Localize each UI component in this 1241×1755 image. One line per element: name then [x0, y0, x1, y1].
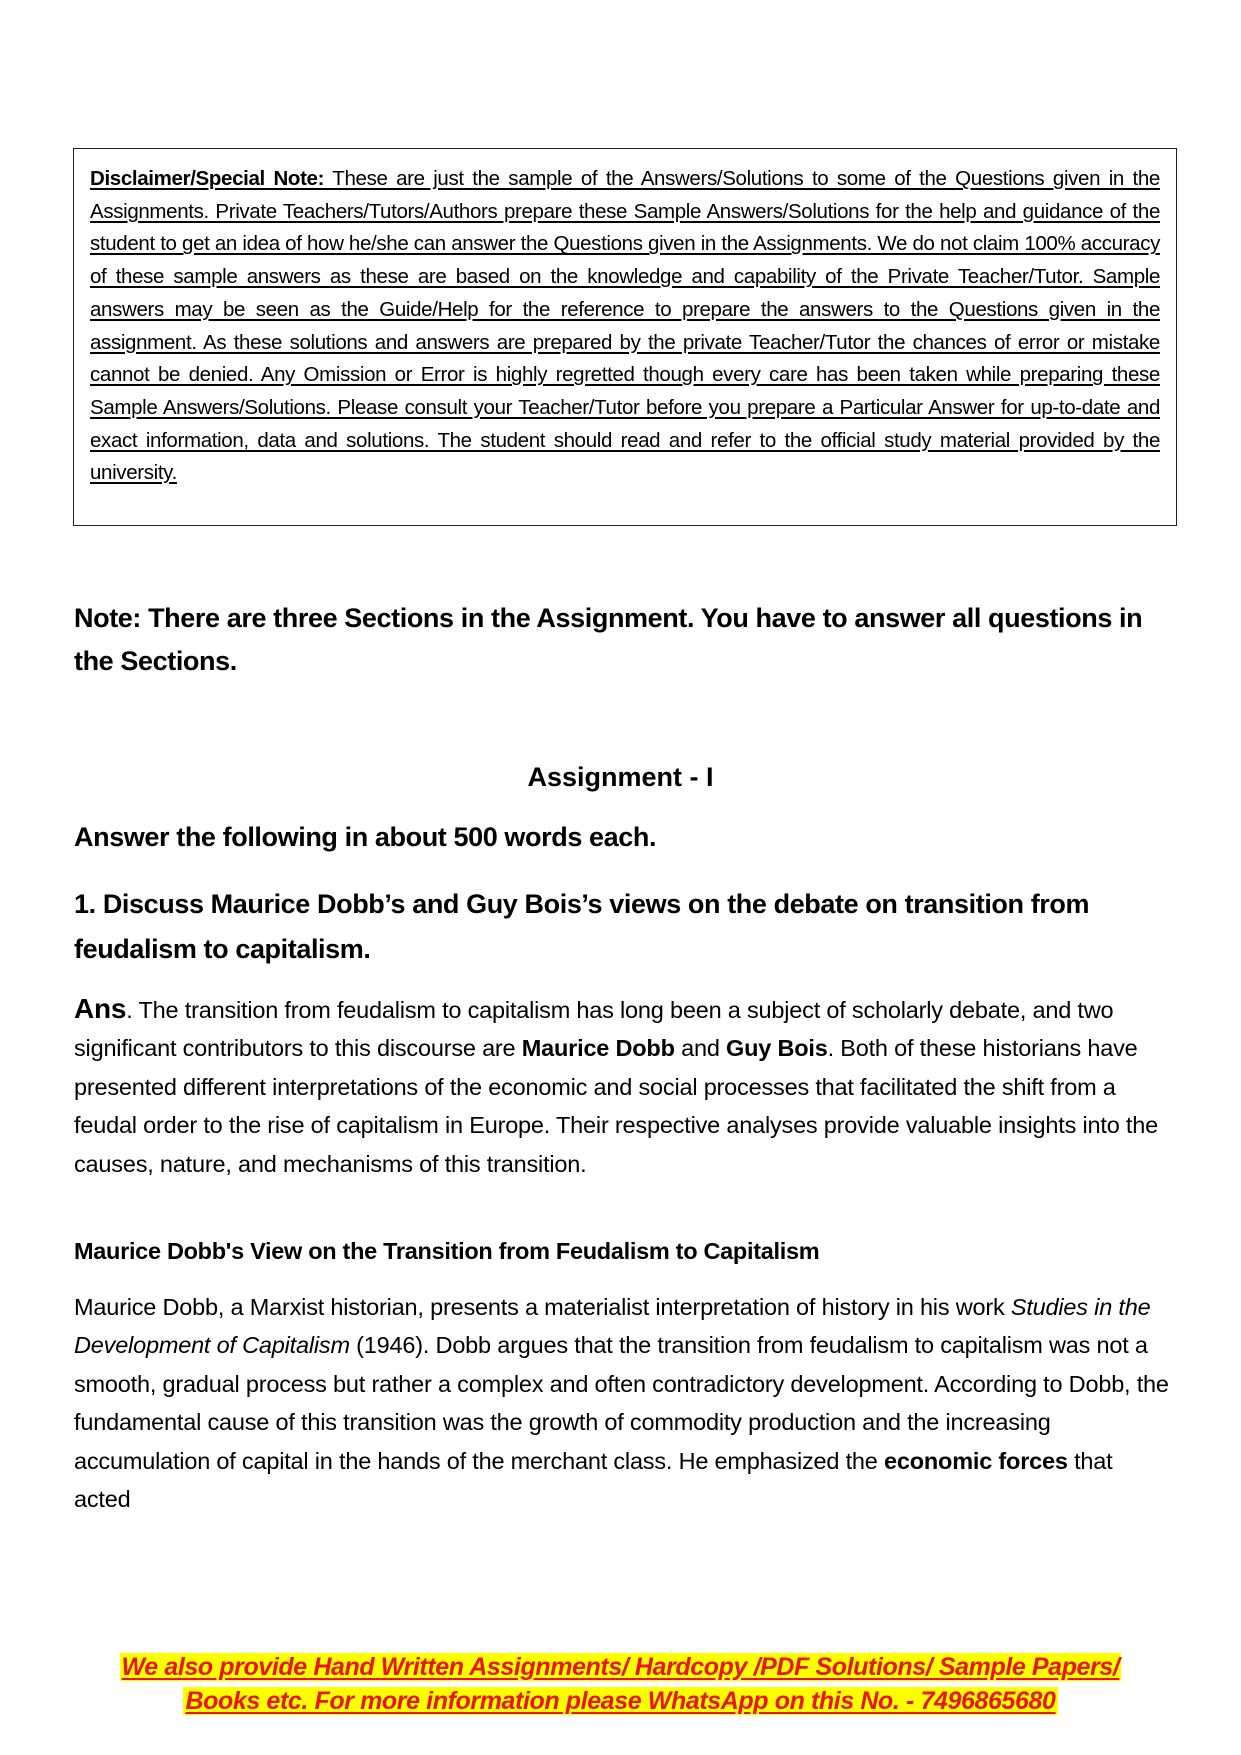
- question-1: 1. Discuss Maurice Dobb’s and Guy Bois’s views on the debate on transition from feudalism to capitalism.: [74, 889, 1090, 964]
- disclaimer-text: [90, 163, 1160, 490]
- disclaimer-box: [73, 148, 1177, 526]
- promo-line-2: Books etc. For more information please WhatsApp on this No. - 7496865680: [185, 1687, 1056, 1715]
- paragraph-text: that acted: [74, 1447, 1113, 1513]
- book-title: Studies in the Development of Capitalism: [74, 1294, 1151, 1359]
- dobb-section-heading: Maurice Dobb's View on the Transition from Feudalism to Capitalism: [74, 1238, 820, 1264]
- answer-intro-paragraph: [74, 990, 1174, 1183]
- name-guy-bois: Guy Bois: [726, 1035, 828, 1062]
- dobb-paragraph: [74, 1288, 1174, 1518]
- name-maurice-dobb: Maurice Dobb: [521, 1035, 675, 1062]
- answer-label: Ans: [74, 993, 127, 1024]
- assignment-title: Assignment - I: [527, 762, 714, 792]
- promo-line-1: We also provide Hand Written Assignments/ Hardcopy /PDF Solutions/ Sample Papers/: [121, 1653, 1120, 1681]
- disclaimer-body: These are just the sample of the Answers/Solutions to some of the Questions given in the Assignments. Private Teachers/Tutors/Authors prepare these Sample Answers/Solutions for the help and guidance of the student to get an idea of how he/she can answer the Questions given in the Assignments. We do not claim 100% accuracy of these sample answers as these are based on the knowledge and capability of the Private Teacher/Tutor. Sample answers may be seen as the Guide/Help for the reference to prepare the answers to the Questions given in the assignment. As these solutions and answers are prepared by the private Teacher/Tutor the chances of error or mistake cannot be denied. Any Omission or Error is highly regretted though every care has been taken while preparing these Sample Answers/Solutions. Please consult your Teacher/Tutor before you prepare a Particular Answer for up-to-date and exact information, data and solutions. The student should read and refer to the official study material provided by the university.: [90, 167, 1160, 485]
- instruction: Answer the following in about 500 words each.: [74, 822, 657, 852]
- sections-note: Note: There are three Sections in the Assignment. You have to answer all questions in the Sections.: [74, 603, 1143, 676]
- answer-text: . Both of these historians have presented different interpretations of the economic and social processes that facilitated the shift from a feudal order to the rise of capitalism in Europe. Their respective analyses provide valuable insights into the causes, nature, and mechanisms of this transition.: [74, 1035, 1158, 1177]
- paragraph-text: Maurice Dobb, a Marxist historian, presents a materialist interpretation of history in his work: [74, 1294, 1011, 1320]
- answer-text: . The transition from feudalism to capitalism has long been a subject of scholarly debate, and two significant contributors to this discourse are: [74, 997, 1114, 1062]
- disclaimer-label: Disclaimer/Special Note:: [90, 167, 325, 190]
- paragraph-text: (1946). Dobb argues that the transition from feudalism to capitalism was not a smooth, gradual process but rather a complex and often contradictory development. According to Dobb, the fundamental cause of this transition was the growth of commodity production and the increasing accumulation of capital in the hands of the merchant class. He emphasized the: [74, 1332, 1169, 1474]
- emphasis-economic-forces: economic forces: [883, 1447, 1068, 1474]
- promo-footer: [0, 1650, 1241, 1718]
- answer-text: and: [674, 1035, 727, 1062]
